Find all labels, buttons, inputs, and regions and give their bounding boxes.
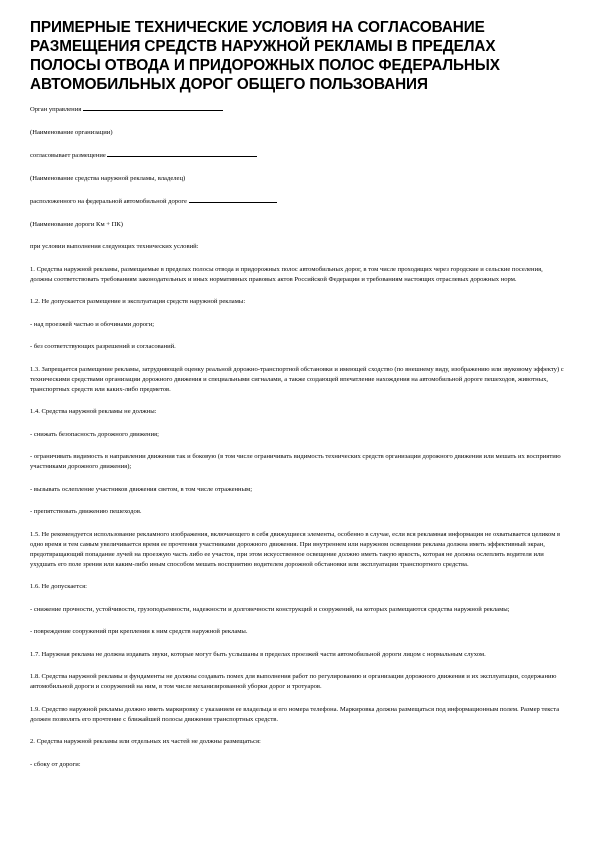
section-2: 2. Средства наружной рекламы или отдельных их частей не должны размещаться: [30, 738, 261, 745]
section-1-6-item: - повреждение сооружений при креплении к ним средств наружной рекламы. [30, 628, 248, 635]
section-1-5: 1.5. Не рекомендуется использование рекламного изображения, включающего в себя движущиеся элементы, особенно в случае, если вся рекламная информация не охватывается целиком в одно время и тем самым увеличивается время ее прочтения участниками дорожного движения. При внутреннем или наружном освещении реклама должна иметь эффективный экран, предотвращающий попадание лучей на проезжую часть либо ее участок, при этом искусственное освещение должно иметь такую яркость, которая не должна ослеплять водителя или ухудшать его поле зрения или каким-либо иным способом мешать восприятию водителем дорожной обстановки или эксплуатации транспортного средства. [30, 530, 561, 568]
organ-blank[interactable] [83, 104, 223, 111]
section-2-item: - сбоку от дороги: [30, 760, 81, 768]
section-1-2-item: - без соответствующих разрешений и согласований. [30, 343, 176, 350]
section-1-4: 1.4. Средства наружной рекламы не должны: [30, 408, 157, 415]
section-1-4-item: - снижать безопасность дорожного движения; [30, 430, 159, 438]
road-name-note: (Наименование дороги Км + ПК) [30, 220, 123, 228]
document-title: ПРИМЕРНЫЕ ТЕХНИЧЕСКИЕ УСЛОВИЯ НА СОГЛАСОВАНИЕ РАЗМЕЩЕНИЯ СРЕДСТВ НАРУЖНОЙ РЕКЛАМЫ В ПРЕДЕЛАХ ПОЛОСЫ ОТВОДА И ПРИДОРОЖНЫХ ПОЛОС ФЕДЕРАЛЬНЫХ АВТОМОБИЛЬНЫХ ДОРОГ ОБЩЕГО ПОЛЬЗОВАНИЯ [30, 19, 500, 93]
ad-name-note: (Наименование средства наружной рекламы, владелец) [30, 174, 186, 182]
section-1-8: 1.8. Средства наружной рекламы и фундаменты не должны создавать помех для выполнения работ по регулированию и организации дорожного движения и их эксплуатации, содержанию автомобильной дороги и сооружений на ним, в том числе механизированной уборки дорог и тротуаров. [30, 673, 557, 690]
organ-label: Орган управления [30, 106, 82, 113]
section-1-2-item: - над проезжей частью и обочинами дороги; [30, 320, 155, 328]
section-1-4-item: - вызывать ослепление участников движения светом, в том числе отраженным; [30, 485, 253, 493]
section-1-2: 1.2. Не допускается размещение и эксплуатация средств наружной рекламы: [30, 298, 246, 305]
section-1-4-item: - препятствовать движению пешеходов. [30, 508, 142, 515]
section-1-3: 1.3. Запрещается размещение рекламы, затрудняющей оценку реальной дорожно-транспортной обстановки и имеющей сходство (по внешнему виду, изображению или звуковому эффекту) с техническими средствами организации дорожного движения и специальными сигналами, а также создающей впечатление нахождения на автомобильной дороге пешеходов, животных, транспортных средств или каких-либо предметов. [30, 365, 564, 393]
section-1-6-item: - снижение прочности, устойчивости, грузоподъемности, надежности и долговечности конструкций и сооружений, на которых размещаются средства наружной рекламы; [30, 605, 510, 613]
conditions-intro: при условии выполнения следующих технических условий: [30, 243, 199, 250]
section-1-6: 1.6. Не допускается: [30, 583, 87, 590]
section-1: 1. Средства наружной рекламы, размещаемые в пределах полосы отвода и придорожных полос автомобильных дорог, в том числе проходящих через городские и сельские поселения, должны соответствовать требованиям законодательных и иных нормативных правовых актов Российской Федерации и требованиям настоящих отраслевых дорожных норм. [30, 265, 543, 283]
section-1-4-item: - ограничивать видимость в направлении движения так и боковую (в том числе ограничивать видимость технических средств организации дорожного движения или мешать их восприятию участниками дорожного движения); [30, 453, 561, 470]
agrees-line [30, 150, 565, 161]
org-name-note: (Наименование организации) [30, 128, 113, 136]
ad-blank[interactable] [107, 150, 257, 157]
section-1-7: 1.7. Наружная реклама не должна издавать звуки, которые могут быть услышаны в пределах проезжей части автомобильной дороги лицом с нормальным слухом. [30, 650, 486, 658]
agrees-label: согласовывает размещение [30, 152, 106, 159]
located-line [30, 196, 565, 207]
located-label: расположенного на федеральной автомобильной дороге [30, 198, 187, 205]
document-page [30, 18, 565, 770]
section-1-9: 1.9. Средство наружной рекламы должно иметь маркировку с указанием ее владельца и его номера телефона. Маркировка должна размещаться под информационным полем. Размер текста должен позволять его прочтение с ближайшей полосы движения транспортных средств. [30, 705, 560, 723]
organ-line [30, 104, 565, 115]
road-blank[interactable] [189, 196, 277, 203]
